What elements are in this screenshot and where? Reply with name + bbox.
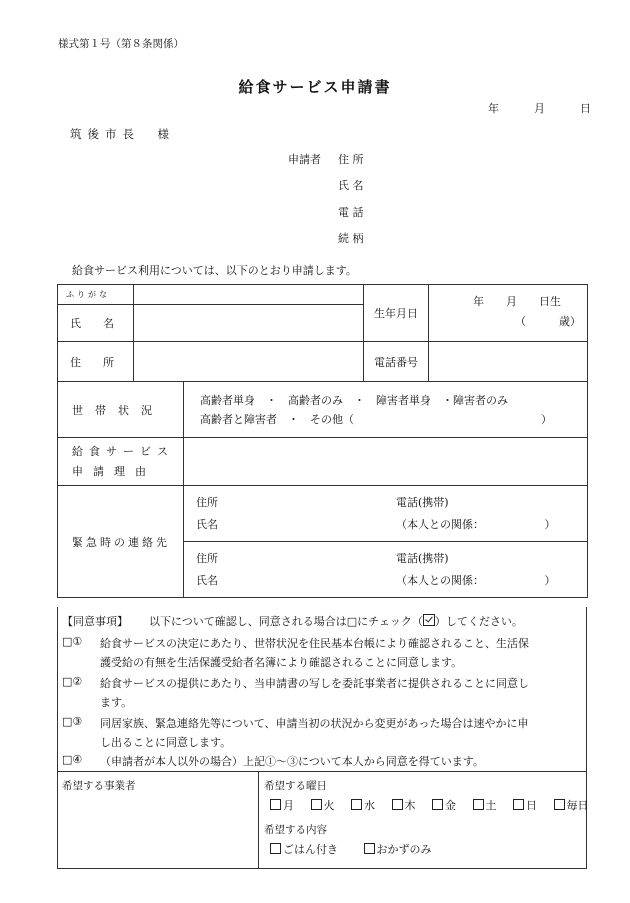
applicant-label: 申請者 (288, 153, 321, 166)
date-month: 月 (534, 102, 545, 115)
content-options (270, 841, 432, 857)
phone-field[interactable] (429, 342, 588, 382)
date-day: 日 (580, 102, 591, 115)
household-line-2: 高齢者と障害者 ・ その他（ ） (200, 412, 552, 426)
day-option-mon[interactable]: 月 (270, 799, 294, 812)
reason-label-line1: 給食サービス (72, 444, 174, 458)
checkmark-box-icon (423, 614, 435, 626)
emergency-2-address: 住所 (196, 551, 218, 565)
checkbox-icon (432, 799, 443, 810)
day-option-thu[interactable]: 木 (392, 799, 416, 812)
intro-text: 給食サービス利用については、以下のとおり申請します。 (72, 264, 357, 277)
day-option-sat[interactable]: 土 (473, 799, 497, 812)
consent-item-2-line2: ます。 (100, 696, 133, 709)
consent-item-3-line2: し出ることに同意します。 (100, 736, 232, 749)
consent-section (57, 607, 587, 772)
applicant-address-label: 住 所 (338, 153, 364, 166)
provider-field[interactable] (62, 794, 252, 864)
consent-heading: 【同意事項】 (62, 615, 128, 628)
day-option-wed[interactable]: 水 (351, 799, 375, 812)
day-option-everyday[interactable]: 毎日 (554, 799, 589, 812)
consent-instruction (62, 613, 523, 629)
checkbox-icon (270, 843, 281, 854)
day-option-fri[interactable]: 金 (432, 799, 456, 812)
emergency-1-name: 氏名 (196, 517, 218, 531)
name-field[interactable] (134, 305, 364, 342)
application-table (57, 284, 588, 598)
consent-item-1-line2: 護受給の有無を生活保護受給者名簿により確認されることに同意します。 (100, 656, 463, 669)
emergency-2-phone: 電話(携帯) (396, 551, 449, 565)
reason-field[interactable] (184, 438, 588, 486)
consent-item-1-line1: 給食サービスの決定にあたり、世帯状況を住民基本台帳により確認されること、生活保 (100, 637, 529, 650)
furigana-label: ふりがな (58, 285, 134, 305)
consent-item-4-line1: （申請者が本人以外の場合）上記①～③について本人から同意を得ています。 (100, 755, 484, 768)
birthdate-value: 年 月 日生 (473, 295, 561, 308)
reason-label (58, 438, 184, 486)
day-option-tue[interactable]: 火 (311, 799, 335, 812)
reason-label-line2: 申請理由 (72, 464, 156, 478)
checkbox-icon (554, 799, 565, 810)
days-label: 希望する曜日 (264, 780, 327, 792)
checkbox-icon (270, 799, 281, 810)
checkbox-icon (351, 799, 362, 810)
emergency-2-name: 氏名 (196, 573, 218, 587)
form-number: 様式第１号（第８条関係） (58, 38, 184, 50)
day-option-sun[interactable]: 日 (513, 799, 537, 812)
preferences-divider (258, 772, 259, 868)
consent-item-1-num[interactable]: □① (62, 635, 83, 648)
emergency-contact-2[interactable] (184, 542, 588, 598)
form-title: 給食サービス申請書 (238, 78, 392, 96)
checkbox-icon (513, 799, 524, 810)
emergency-label: 緊急時の連絡先 (58, 486, 184, 598)
applicant-name-label: 氏 名 (338, 179, 364, 192)
date-year: 年 (488, 102, 499, 115)
household-line-1: 高齢者単身 ・ 高齢者のみ ・ 障害者単身 ・障害者のみ (200, 393, 508, 407)
preferences-section (57, 771, 587, 869)
emergency-1-phone: 電話(携帯) (396, 495, 449, 509)
consent-instruction-text-b: ）してください。 (434, 615, 523, 628)
checkbox-icon (392, 799, 403, 810)
consent-item-4-num[interactable]: □④ (62, 753, 83, 766)
content-label: 希望する内容 (264, 824, 327, 836)
applicant-relation-label: 続 柄 (338, 232, 364, 245)
date-row (488, 100, 591, 116)
emergency-1-address: 住所 (196, 495, 218, 509)
household-label: 世帯状況 (58, 382, 184, 438)
applicant-phone-label: 電 話 (338, 206, 364, 219)
checkbox-icon (311, 799, 322, 810)
emergency-1-relation: （本人との関係： ） (396, 517, 556, 531)
furigana-field[interactable] (134, 285, 364, 305)
checkbox-icon (364, 843, 375, 854)
content-option-rice[interactable]: ごはん付き (270, 843, 338, 856)
addressee: 筑後市長 様 (70, 127, 175, 141)
birthdate-label: 生年月日 (364, 285, 429, 342)
checkbox-icon (473, 799, 484, 810)
consent-item-2-num[interactable]: □② (62, 675, 83, 688)
address-field[interactable] (134, 342, 364, 382)
provider-label: 希望する事業者 (62, 780, 136, 792)
address-label: 住 所 (58, 342, 134, 382)
content-option-sidedish[interactable]: おかずのみ (364, 843, 432, 856)
household-options[interactable] (184, 382, 588, 438)
phone-label: 電話番号 (364, 342, 429, 382)
consent-item-3-num[interactable]: □③ (62, 715, 83, 728)
consent-item-3-line1: 同居家族、緊急連絡先等について、申請当初の状況から変更があった場合は速やかに申 (100, 717, 529, 730)
consent-instruction-text-a: 以下について確認し、同意される場合は□にチェック（ (149, 615, 423, 628)
days-options (270, 797, 589, 813)
name-label: 氏 名 (58, 305, 134, 342)
age-value: （ 歳） (515, 315, 581, 328)
emergency-2-relation: （本人との関係： ） (396, 573, 556, 587)
consent-item-2-line1: 給食サービスの提供にあたり、当申請書の写しを委託事業者に提供されることに同意し (100, 677, 529, 690)
emergency-contact-1[interactable] (184, 486, 588, 542)
birthdate-field[interactable] (429, 285, 588, 342)
